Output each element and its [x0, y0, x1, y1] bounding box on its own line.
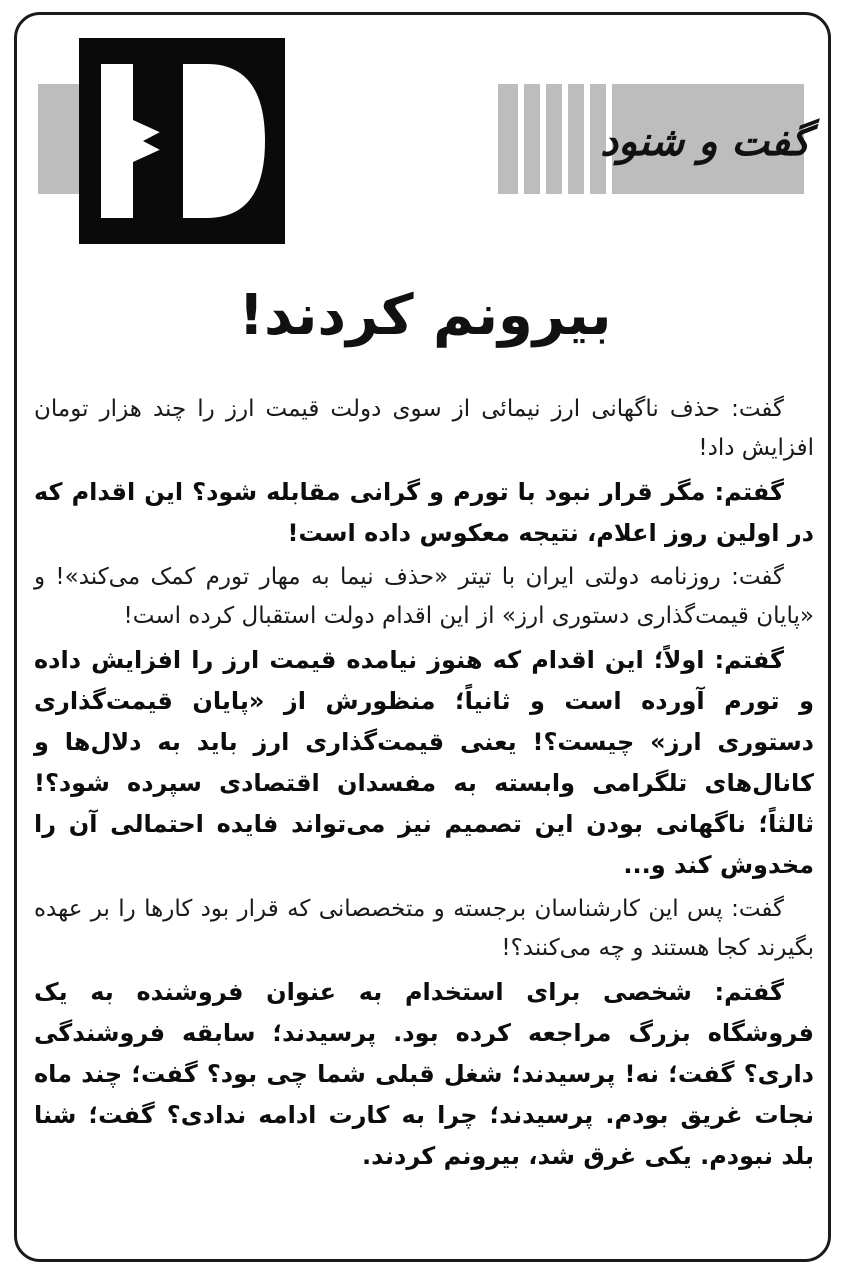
paragraph-replied-3: گفتم: شخصی برای استخدام به عنوان فروشنده به یک فروشگاه بزرگ مراجعه کرده بود. پرسیدند؛ سابقه فروشندگی داری؟ گفت؛ نه! پرسیدند؛ شغل قبلی شما چی بود؟ گفت؛ چند ماه نجات غریق بودم. پرسیدند؛ چرا به کارت ادامه ندادی؟ گفت؛ شنا بلد نبودم. یکی غرق شد، بیرونم کردند.: [34, 978, 814, 1170]
guftegu-logo-icon: [79, 38, 285, 244]
paragraph-replied-2: گفتم: اولاً؛ این اقدام که هنوز نیامده قیمت ارز را افزایش داده و تورم آورده است و ثانیاً؛ منظورش از «پایان قیمت‌گذاری دستوری ارز» چیست؟! یعنی قیمت‌گذاری ارز باید به دلال‌ها و کانال‌های تلگرامی وابسته به مفسدان اقتصادی سپرده شود؟! ثالثاً؛ ناگهانی بودن این تصمیم نیز می‌تواند فایده احتمالی آن را مخدوش کند و...: [34, 646, 814, 879]
paragraph-replied-1: گفتم: مگر قرار نبود با تورم و گرانی مقابله شود؟ این اقدام که در اولین روز اعلام، نتیجه معکوس داده است!: [34, 478, 814, 547]
section-label: گفت و شنود: [600, 119, 810, 165]
paragraph-said-3: گفت: پس این کارشناسان برجسته و متخصصانی که قرار بود کارها را بر عهده بگیرند کجا هستند و چه می‌کنند؟!: [34, 896, 814, 961]
article-headline: بیرونم کردند!: [238, 283, 612, 348]
paragraph-said-2: گفت: روزنامه دولتی ایران با تیتر «حذف نیما به مهار تورم کمک می‌کند»! و «پایان قیمت‌گذاری دستوری ارز» از این اقدام دولت استقبال کرده است!: [34, 564, 814, 629]
article-body: [34, 390, 814, 1181]
paragraph-said-1: گفت: حذف ناگهانی ارز نیمائی از سوی دولت قیمت ارز را چند هزار تومان افزایش داد!: [34, 396, 814, 461]
